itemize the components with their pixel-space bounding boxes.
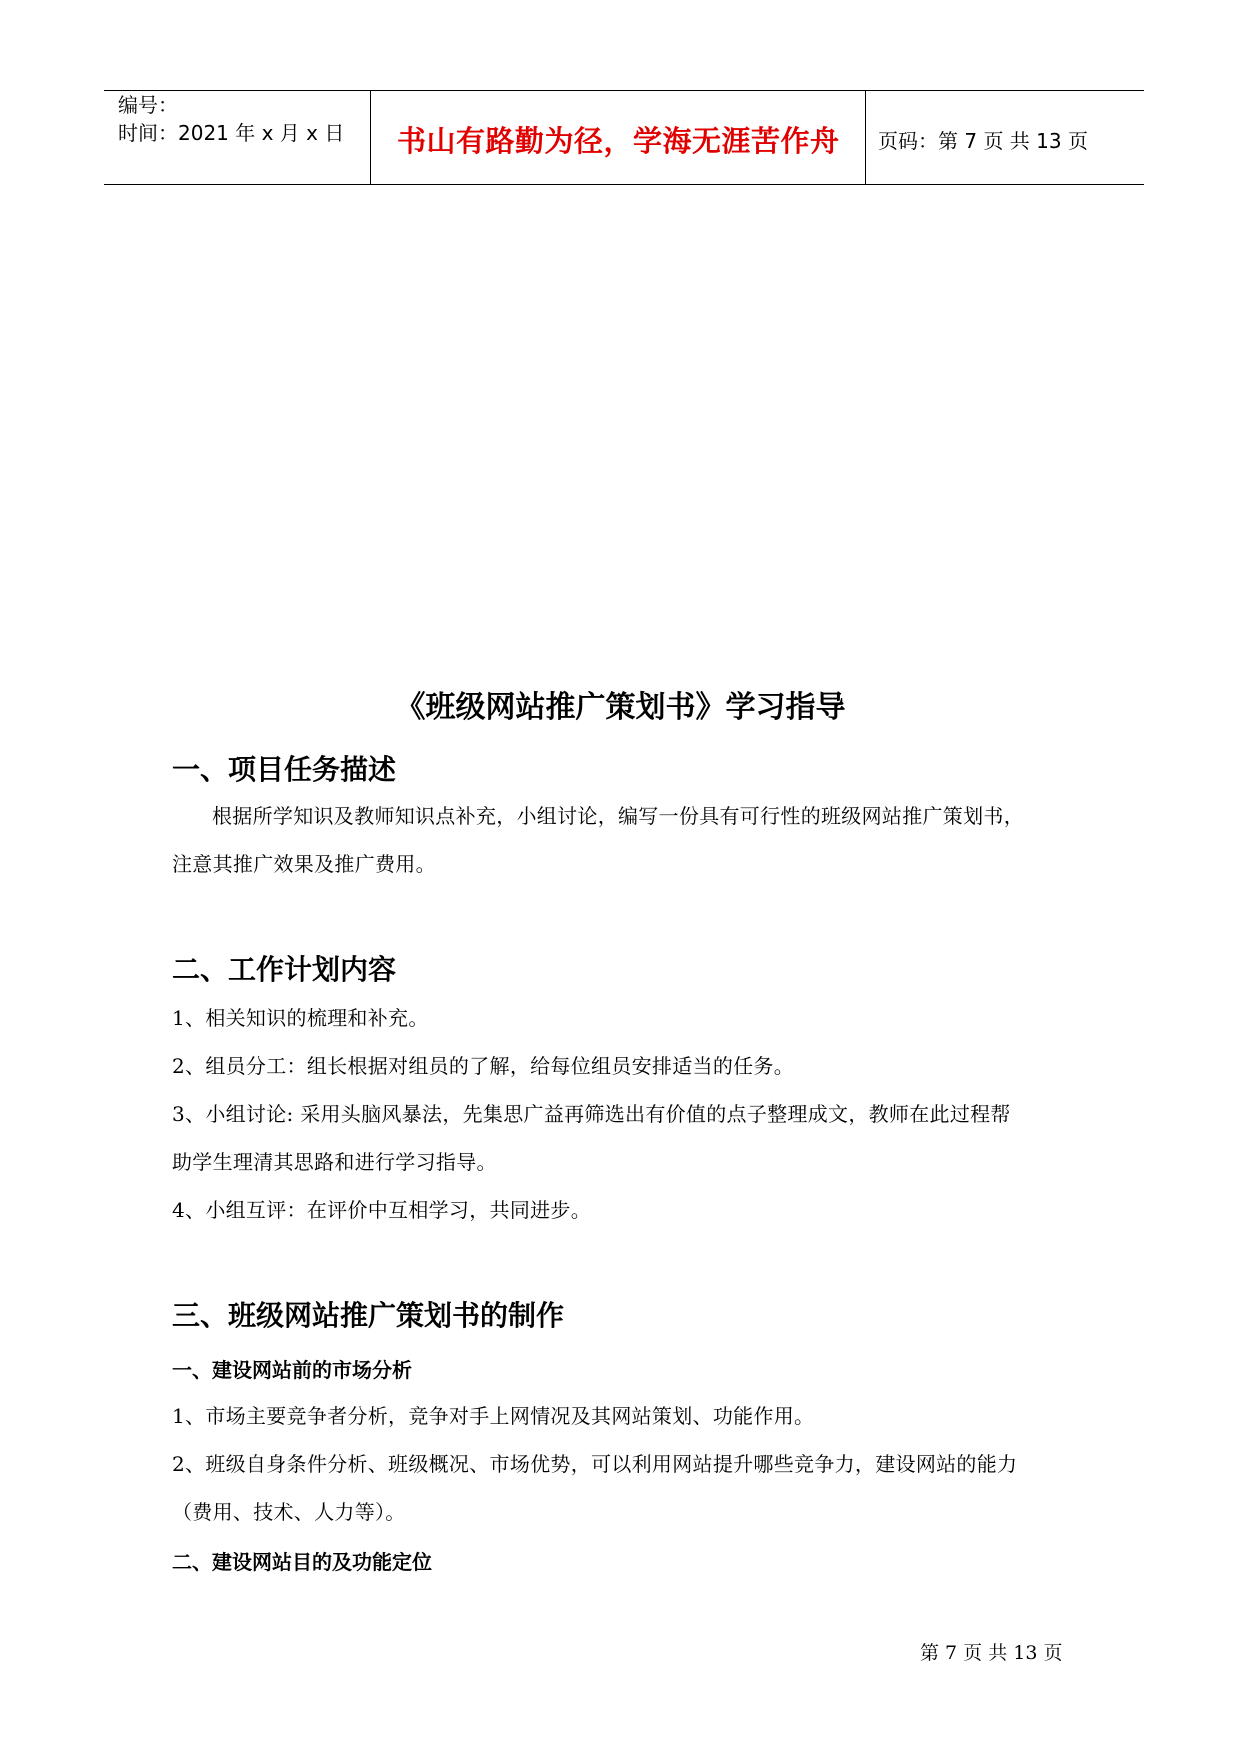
page-header [104, 90, 1144, 185]
section3-item-2-line2: （费用、技术、人力等）。 [172, 1500, 406, 1524]
section2-item-4: 4、小组互评：在评价中互相学习，共同进步。 [172, 1198, 592, 1222]
document-title: 《班级网站推广策划书》学习指导 [395, 690, 846, 725]
motto: 书山有路勤为径，学海无涯苦作舟 [397, 124, 840, 158]
section3-heading: 三、班级网站推广策划书的制作 [172, 1299, 565, 1332]
section1-paragraph-line1: 根据所学知识及教师知识点补充，小组讨论，编写一份具有可行性的班级网站推广策划书， [212, 804, 1024, 828]
section2-item-3-line2: 助学生理清其思路和进行学习指导。 [172, 1150, 497, 1174]
section2-heading: 二、工作计划内容 [172, 953, 397, 986]
section2-item-3-line1: 3、小组讨论: 采用头脑风暴法，先集思广益再筛选出有价值的点子整理成文，教师在此过程帮 [172, 1102, 1011, 1126]
page-footer: 第 7 页 共 13 页 [920, 1642, 1063, 1664]
section1-heading: 一、项目任务描述 [172, 753, 397, 786]
section3-subheading-1: 一、建设网站前的市场分析 [172, 1358, 412, 1382]
section2-item-1: 1、相关知识的梳理和补充。 [172, 1006, 429, 1030]
serial-label: 编号： [118, 93, 178, 117]
page-info: 页码：第 7 页 共 13 页 [878, 129, 1088, 153]
section1-paragraph-line2: 注意其推广效果及推广费用。 [172, 852, 436, 876]
header-page-cell [866, 91, 1144, 184]
header-motto-cell [370, 91, 866, 184]
date-line: 时间：2021 年 x 月 x 日 [118, 121, 345, 145]
section2-item-2: 2、组员分工：组长根据对组员的了解，给每位组员安排适当的任务。 [172, 1054, 795, 1078]
section3-item-1: 1、市场主要竞争者分析，竞争对手上网情况及其网站策划、功能作用。 [172, 1404, 815, 1428]
section3-item-2-line1: 2、班级自身条件分析、班级概况、市场优势，可以利用网站提升哪些竞争力，建设网站的能力 [172, 1452, 1018, 1476]
section3-subheading-2: 二、建设网站目的及功能定位 [172, 1550, 432, 1574]
header-left-cell [104, 91, 370, 184]
